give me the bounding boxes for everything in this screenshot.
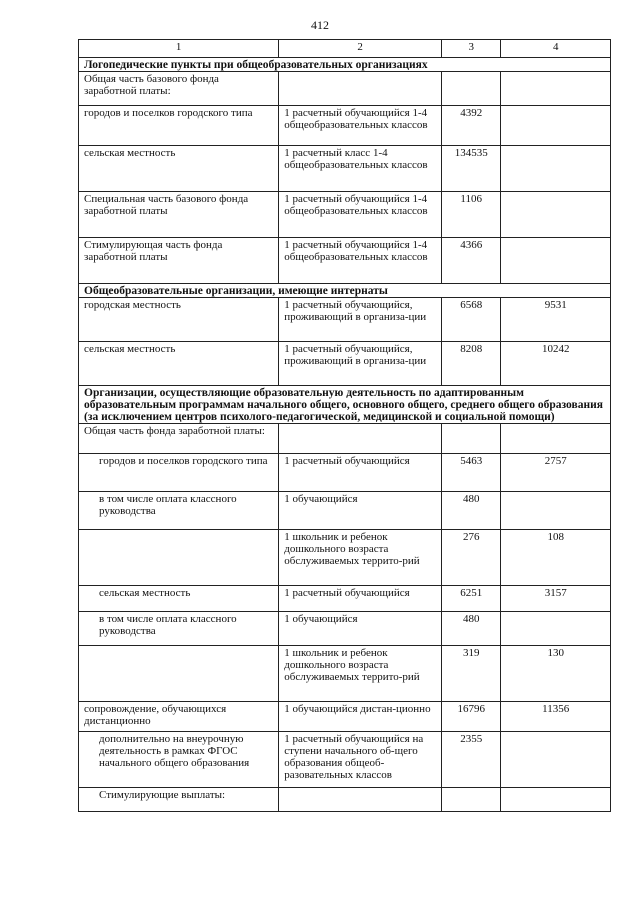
row-value-col3: 8208 (442, 342, 501, 386)
column-header: 2 (279, 40, 442, 58)
row-value-col3 (442, 72, 501, 106)
row-unit: 1 обучающийся (279, 612, 442, 646)
table-row (79, 530, 611, 586)
norms-table (78, 39, 611, 812)
row-label: Общая часть базового фонда заработной платы: (79, 72, 279, 106)
row-unit: 1 обучающийся дистан-ционно (279, 702, 442, 732)
row-value-col3: 4366 (442, 238, 501, 284)
row-label: в том числе оплата классного руководства (79, 612, 279, 646)
row-value-col4 (501, 72, 611, 106)
row-value-col3: 16796 (442, 702, 501, 732)
row-label: сельская местность (79, 586, 279, 612)
table-row (79, 298, 611, 342)
row-label: городов и поселков городского типа (79, 106, 279, 146)
row-value-col4: 2757 (501, 454, 611, 492)
row-unit: 1 расчетный обучающийся 1-4 общеобразовательных классов (279, 106, 442, 146)
row-unit: 1 расчетный обучающийся на ступени начального об-щего образования общеоб-разовательных классов (279, 732, 442, 788)
section-title: Организации, осуществляющие образовательную деятельность по адаптированным образовательным программам начального общего, основного общего, среднего общего образования (за исключением центров психолого-педагогической, медицинской и социальной помощи) (79, 386, 611, 424)
table-row (79, 342, 611, 386)
table-row (79, 238, 611, 284)
row-label: сопровождение, обучающихся дистанционно (79, 702, 279, 732)
section-header-row (79, 386, 611, 424)
row-unit: 1 расчетный обучающийся, проживающий в организа-ции (279, 342, 442, 386)
row-value-col3 (442, 424, 501, 454)
row-unit: 1 расчетный обучающийся 1-4 общеобразовательных классов (279, 192, 442, 238)
row-value-col3: 6251 (442, 586, 501, 612)
row-value-col3: 134535 (442, 146, 501, 192)
row-value-col4: 9531 (501, 298, 611, 342)
row-value-col4 (501, 146, 611, 192)
row-label: Стимулирующая часть фонда заработной платы (79, 238, 279, 284)
table-row (79, 192, 611, 238)
table-row (79, 788, 611, 812)
row-unit: 1 расчетный обучающийся, проживающий в организа-ции (279, 298, 442, 342)
row-unit (279, 788, 442, 812)
row-value-col3: 1106 (442, 192, 501, 238)
row-label: дополнительно на внеурочную деятельность в рамках ФГОС начального общего образования (79, 732, 279, 788)
section-header-row (79, 58, 611, 72)
table-row (79, 454, 611, 492)
row-label: сельская местность (79, 146, 279, 192)
row-value-col4: 130 (501, 646, 611, 702)
row-label (79, 646, 279, 702)
row-value-col4: 108 (501, 530, 611, 586)
row-value-col3: 276 (442, 530, 501, 586)
table-row (79, 732, 611, 788)
table-row (79, 106, 611, 146)
section-header-row (79, 284, 611, 298)
row-value-col4 (501, 732, 611, 788)
section-title: Общеобразовательные организации, имеющие интернаты (79, 284, 611, 298)
row-label (79, 530, 279, 586)
row-value-col3: 319 (442, 646, 501, 702)
table-row (79, 424, 611, 454)
page-number: 412 (311, 18, 329, 32)
column-header: 3 (442, 40, 501, 58)
row-value-col3: 480 (442, 612, 501, 646)
column-header: 1 (79, 40, 279, 58)
row-value-col4: 10242 (501, 342, 611, 386)
row-unit: 1 обучающийся (279, 492, 442, 530)
row-value-col4: 3157 (501, 586, 611, 612)
row-value-col3: 4392 (442, 106, 501, 146)
table-row (79, 492, 611, 530)
row-value-col4 (501, 612, 611, 646)
row-value-col4: 11356 (501, 702, 611, 732)
table-row (79, 586, 611, 612)
row-value-col4 (501, 492, 611, 530)
table-row (79, 72, 611, 106)
column-header-row (79, 40, 611, 58)
row-value-col4 (501, 192, 611, 238)
row-unit: 1 школьник и ребенок дошкольного возраста обслуживаемых террито-рий (279, 646, 442, 702)
row-label: городов и поселков городского типа (79, 454, 279, 492)
row-unit: 1 расчетный обучающийся 1-4 общеобразовательных классов (279, 238, 442, 284)
section-title: Логопедические пункты при общеобразовательных организациях (79, 58, 611, 72)
row-value-col3 (442, 788, 501, 812)
column-header: 4 (501, 40, 611, 58)
table-row (79, 612, 611, 646)
row-value-col4 (501, 424, 611, 454)
row-unit (279, 72, 442, 106)
row-value-col4 (501, 106, 611, 146)
table-row (79, 646, 611, 702)
row-value-col4 (501, 788, 611, 812)
row-label: Специальная часть базового фонда заработной платы (79, 192, 279, 238)
row-unit (279, 424, 442, 454)
row-unit: 1 расчетный обучающийся (279, 454, 442, 492)
row-label: сельская местность (79, 342, 279, 386)
row-label: в том числе оплата классного руководства (79, 492, 279, 530)
table-row (79, 146, 611, 192)
row-label: городская местность (79, 298, 279, 342)
row-value-col3: 2355 (442, 732, 501, 788)
row-unit: 1 расчетный обучающийся (279, 586, 442, 612)
row-unit: 1 расчетный класс 1-4 общеобразовательных классов (279, 146, 442, 192)
row-value-col4 (501, 238, 611, 284)
row-label: Общая часть фонда заработной платы: (79, 424, 279, 454)
row-value-col3: 5463 (442, 454, 501, 492)
row-value-col3: 6568 (442, 298, 501, 342)
row-label: Стимулирующие выплаты: (79, 788, 279, 812)
table-row (79, 702, 611, 732)
row-value-col3: 480 (442, 492, 501, 530)
row-unit: 1 школьник и ребенок дошкольного возраста обслуживаемых террито-рий (279, 530, 442, 586)
